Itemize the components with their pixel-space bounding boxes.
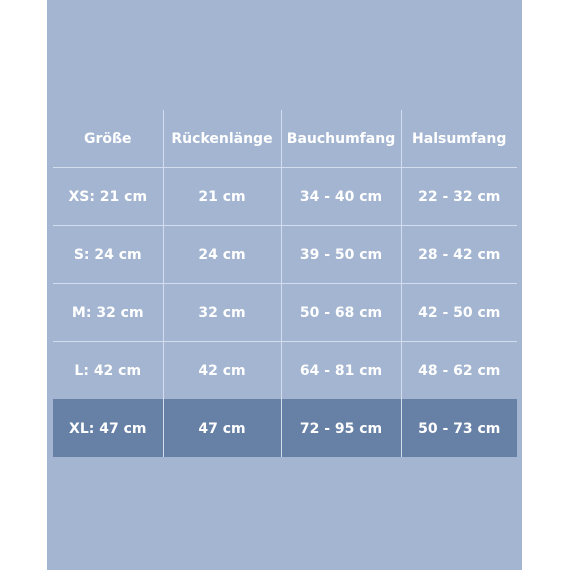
cell-belly-girth: 34 - 40 cm [281,168,401,226]
cell-belly-girth: 64 - 81 cm [281,342,401,400]
header-size: Größe [83,130,132,147]
cell-neck-girth: 22 - 32 cm [401,168,517,226]
size-chart-panel [47,0,522,570]
cell-back-length: 47 cm [163,400,281,458]
table-row-highlighted [53,400,517,458]
header-belly-girth: Bauchumfang [281,110,401,168]
size-table [53,110,517,457]
cell-neck-girth: 42 - 50 cm [401,284,517,342]
header-neck-girth: Halsumfang [401,110,517,168]
cell-size: XS: 21 cm [53,168,163,226]
cell-back-length: 24 cm [163,226,281,284]
cell-back-length: 21 cm [163,168,281,226]
cell-size: XL: 47 cm [53,400,163,458]
cell-belly-girth: 39 - 50 cm [281,226,401,284]
cell-back-length: 42 cm [163,342,281,400]
table-row [53,226,517,284]
header-back-length: Rückenlänge [163,110,281,168]
cell-belly-girth: 50 - 68 cm [281,284,401,342]
cell-back-length: 32 cm [163,284,281,342]
cell-belly-girth: 72 - 95 cm [281,400,401,458]
table-row [53,284,517,342]
cell-neck-girth: 48 - 62 cm [401,342,517,400]
cell-size: M: 32 cm [53,284,163,342]
table-header-row [53,110,517,168]
cell-neck-girth: 50 - 73 cm [401,400,517,458]
cell-neck-girth: 28 - 42 cm [401,226,517,284]
table-row [53,342,517,400]
cell-size: L: 42 cm [53,342,163,400]
cell-size: S: 24 cm [53,226,163,284]
table-row [53,168,517,226]
